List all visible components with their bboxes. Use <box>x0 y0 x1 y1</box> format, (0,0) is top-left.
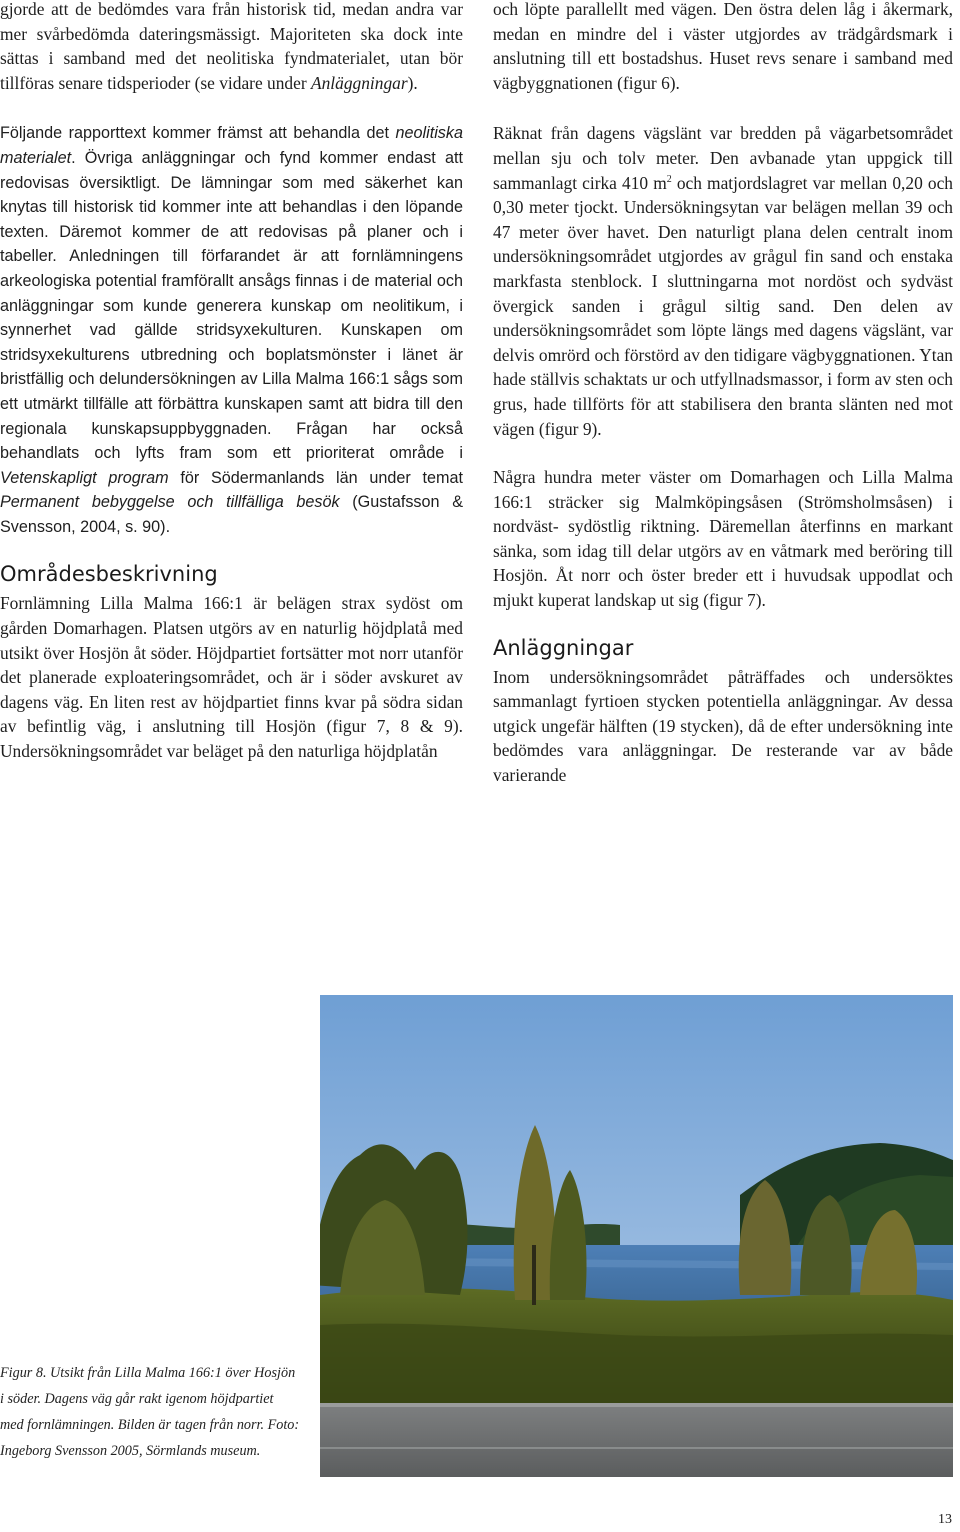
paragraph: Några hundra meter väster om Domarhagen och Lilla Malma 166:1 sträcker sig Malmköpingsåsen (Strömsholmsåsen) i nordväst- sydöstlig riktning. Däremellan återfinns en markant sänka, som idag till delar utgörs av en våtmark med beröring till Hosjön. Åt norr och öster breder ett i huvudsak uppodlat och mjukt kuperat landskap ut sig (figur 7). <box>493 467 953 611</box>
paragraph: Räknat från dagens vägslänt var bredden på vägarbetsområdet mellan sju och tolv meter. Den avbanade ytan uppgick till sammanlagt cirka 410 $m^2$ och matjordslagret var mellan 0,20 och 0,30 meter tjockt. Undersökningsytan var belägen mellan 39 och 47 meter över havet. Den naturligt plana delen centralt inom undersökningsområdet utgjordes av grågul fin sand och enstaka markfasta stenblock. I sluttningarna mot nordöst och sydväst övergick sanden i grågul siltig sand. Den delen av undersökningsområdet som löpte längs med dagens vägslänt, var delvis omrörd och förstörd av den tidigare vägbyggnationen. Ytan hade ställvis schaktats ur och utfyllnadsmassor, i form av sten och grus, hade tillförts för att stabilisera den branta slänten ned mot vägen (figur 9). <box>493 123 953 439</box>
left-column <box>0 0 463 764</box>
paragraph: gjorde att de bedömdes vara från historisk tid, medan andra var mer svårbedömda dateringsmässigt. Majoriteten ska dock inte sättas i samband med det neolitiska fyndmaterialet, utan bör tillföras senare tidsperioder (se vidare under Anläggningar). <box>0 0 463 93</box>
page-number: 13 <box>938 1512 952 1527</box>
section-heading: Anläggningar <box>493 635 634 660</box>
section-heading: Områdesbeskrivning <box>0 562 218 587</box>
figure-caption: Figur 8. Utsikt från Lilla Malma 166:1 över Hosjön i söder. Dagens väg går rakt igenom höjdpartiet med fornlämningen. Bilden är tagen från norr. Foto: Ingeborg Svensson 2005, Sörmlands museum. <box>0 1365 300 1459</box>
paragraph: Fornlämning Lilla Malma 166:1 är belägen strax sydöst om gården Domarhagen. Platsen utgörs av en naturlig höjdplatå med utsikt över Hosjön åt söder. Höjdpartiet fortsätter mot norr utanför det planerade exploateringsområdet, och är i söder avskuret av dagens väg. En liten rest av höjdpartiet finns kvar på södra sidan av befintlig väg, i anslutning till Hosjön (figur 7, 8 & 9). Undersökningsområdet var beläget på den naturliga höjdplatån <box>0 593 463 762</box>
right-column <box>493 0 953 788</box>
landscape-photo <box>320 995 953 1477</box>
paragraph: Följande rapporttext kommer främst att behandla det neolitiska materialet. Övriga anläggningar och fynd kommer endast att redovisas översiktligt. De lämningar som med säkerhet kan knytas till historisk tid kommer inte att behandlas i den löpande texten. Däremot kommer de att redovisas på planer och i tabeller. Anledningen till förfarandet är att fornlämningens arkeologiska potential framförallt ansågs finnas i de material och anläggningar som kunde generera kunskap om neolitikum, i synnerhet vad gällde stridsyxekulturen. Kunskapen om stridsyxekulturens utbredning och boplatsmönster i länet är bristfällig och delundersökningen av Lilla Malma 166:1 sågs som ett utmärkt tillfälle att förbättra kunskapen samt att bidra till den regionala kunskapsuppbyggnaden. Frågan har också behandlats och lyfts fram som ett prioriterat område i Vetenskapligt program för Södermanlands län under temat Permanent bebyggelse och tillfälliga besök (Gustafsson & Svensson, 2004, s. 90). <box>0 124 463 536</box>
paragraph: och löpte parallellt med vägen. Den östra delen låg i åkermark, medan en mindre del i väster utgjordes av trädgårdsmark i anslutning till ett bostadshus. Huset revs senare i samband med vägbyggnationen (figur 6). <box>493 0 953 93</box>
paragraph: Inom undersökningsområdet påträffades och undersöktes sammanlagt fyrtioen stycken potentiella anläggningar. Av dessa utgick ungefär hälften (19 stycken), då de efter undersökning inte bedömdes vara anläggningar. De resterande var av både varierande <box>493 666 953 786</box>
